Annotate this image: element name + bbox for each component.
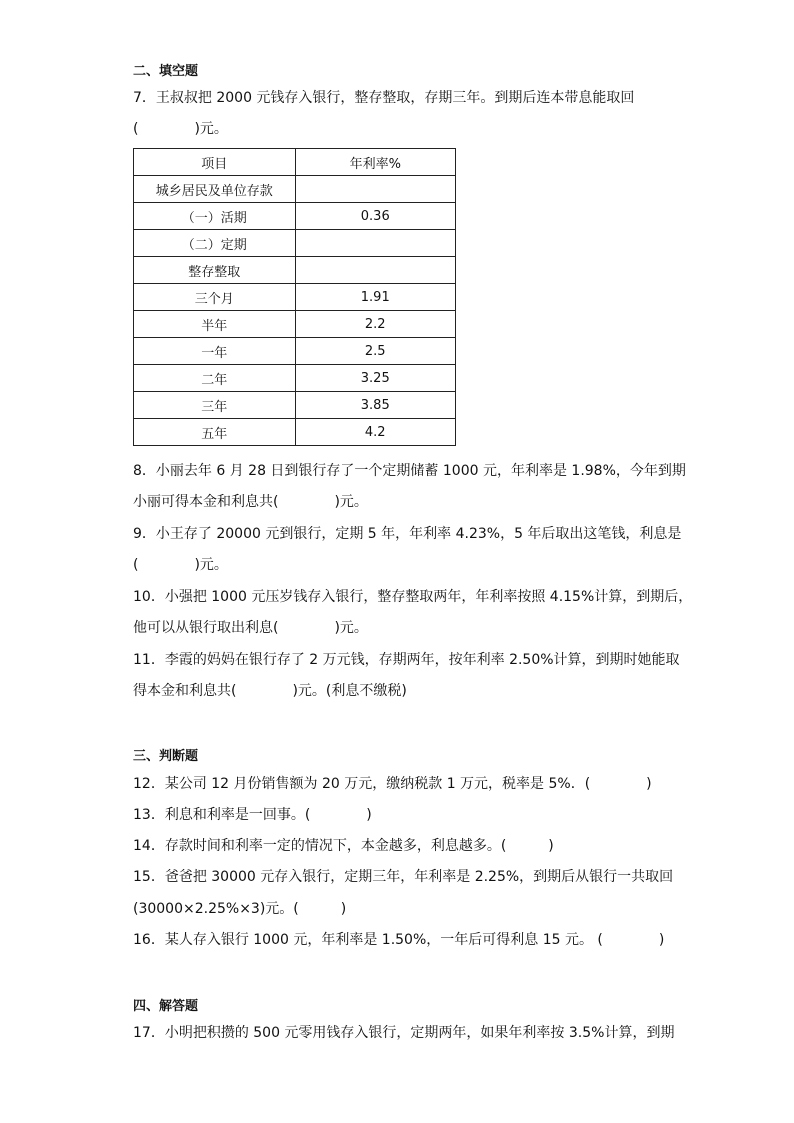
table-row: [134, 176, 456, 203]
table-cell-rate: 4.2: [295, 419, 455, 446]
table-row: [134, 284, 456, 311]
table-cell-rate: [295, 176, 455, 203]
table-cell-item: 五年: [134, 419, 296, 446]
question-7-line2: ( )元。: [133, 121, 228, 137]
question-15-line1: 15．爸爸把 30000 元存入银行，定期三年，年利率是 2.25%，到期后从银行一共取回: [133, 869, 674, 885]
table-cell-rate: 3.85: [295, 392, 455, 419]
table-row: [134, 311, 456, 338]
table-header-cell: 年利率%: [295, 149, 455, 176]
table-row: [134, 365, 456, 392]
question-15-line2: (30000×2.25%×3)元。( ): [133, 901, 347, 917]
question-12: 12．某公司 12 月份销售额为 20 万元，缴纳税款 1 万元，税率是 5%．( ): [133, 776, 652, 792]
table-cell-rate: [295, 257, 455, 284]
table-cell-rate: [295, 230, 455, 257]
table-cell-rate: 3.25: [295, 365, 455, 392]
question-8-line2: 小丽可得本金和利息共( )元。: [133, 494, 368, 510]
question-11-line1: 11．李霞的妈妈在银行存了 2 万元钱，存期两年，按年利率 2.50%计算，到期时她能取: [133, 652, 680, 668]
question-8-line1: 8．小丽去年 6 月 28 日到银行存了一个定期储蓄 1000 元，年利率是 1.98%，今年到期: [133, 463, 686, 479]
question-16: 16．某人存入银行 1000 元，年利率是 1.50%，一年后可得利息 15 元。 ( ): [133, 932, 665, 948]
question-10-line2: 他可以从银行取出利息( )元。: [133, 620, 368, 636]
table-cell-item: 整存整取: [134, 257, 296, 284]
table-cell-item: 三年: [134, 392, 296, 419]
table-cell-rate: 2.5: [295, 338, 455, 365]
section-heading-solve: 四、解答题: [133, 999, 199, 1014]
table-header-cell: 项目: [134, 149, 296, 176]
table-cell-item: 三个月: [134, 284, 296, 311]
table-row: [134, 230, 456, 257]
question-17-line1: 17．小明把积攒的 500 元零用钱存入银行，定期两年，如果年利率按 3.5%计算，到期: [133, 1025, 675, 1041]
table-cell-rate: 0.36: [295, 203, 455, 230]
table-cell-item: 二年: [134, 365, 296, 392]
question-14: 14．存款时间和利率一定的情况下，本金越多，利息越多。( ): [133, 838, 554, 854]
question-11-line2: 得本金和利息共( )元。(利息不缴税): [133, 683, 407, 699]
table-cell-item: 半年: [134, 311, 296, 338]
table-cell-item: （二）定期: [134, 230, 296, 257]
section-heading-true-false: 三、判断题: [133, 749, 199, 764]
table-row: [134, 257, 456, 284]
section-heading-fill-blank: 二、填空题: [133, 64, 199, 79]
table-cell-item: 一年: [134, 338, 296, 365]
table-cell-item: （一）活期: [134, 203, 296, 230]
table-cell-rate: 1.91: [295, 284, 455, 311]
table-row: [134, 392, 456, 419]
table-cell-item: 城乡居民及单位存款: [134, 176, 296, 203]
table-header-row: [134, 149, 456, 176]
question-9-line2: ( )元。: [133, 557, 228, 573]
table-cell-rate: 2.2: [295, 311, 455, 338]
question-10-line1: 10．小强把 1000 元压岁钱存入银行，整存整取两年，年利率按照 4.15%计算，到期后，: [133, 589, 693, 605]
question-9-line1: 9．小王存了 20000 元到银行，定期 5 年，年利率 4.23%，5 年后取出这笔钱，利息是: [133, 526, 682, 542]
table-row: [134, 338, 456, 365]
question-13: 13．利息和利率是一回事。( ): [133, 807, 372, 823]
table-row: [134, 203, 456, 230]
interest-rate-table: [133, 148, 456, 446]
question-7-line1: 7．王叔叔把 2000 元钱存入银行，整存整取，存期三年。到期后连本带息能取回: [133, 90, 635, 106]
table-row: [134, 419, 456, 446]
